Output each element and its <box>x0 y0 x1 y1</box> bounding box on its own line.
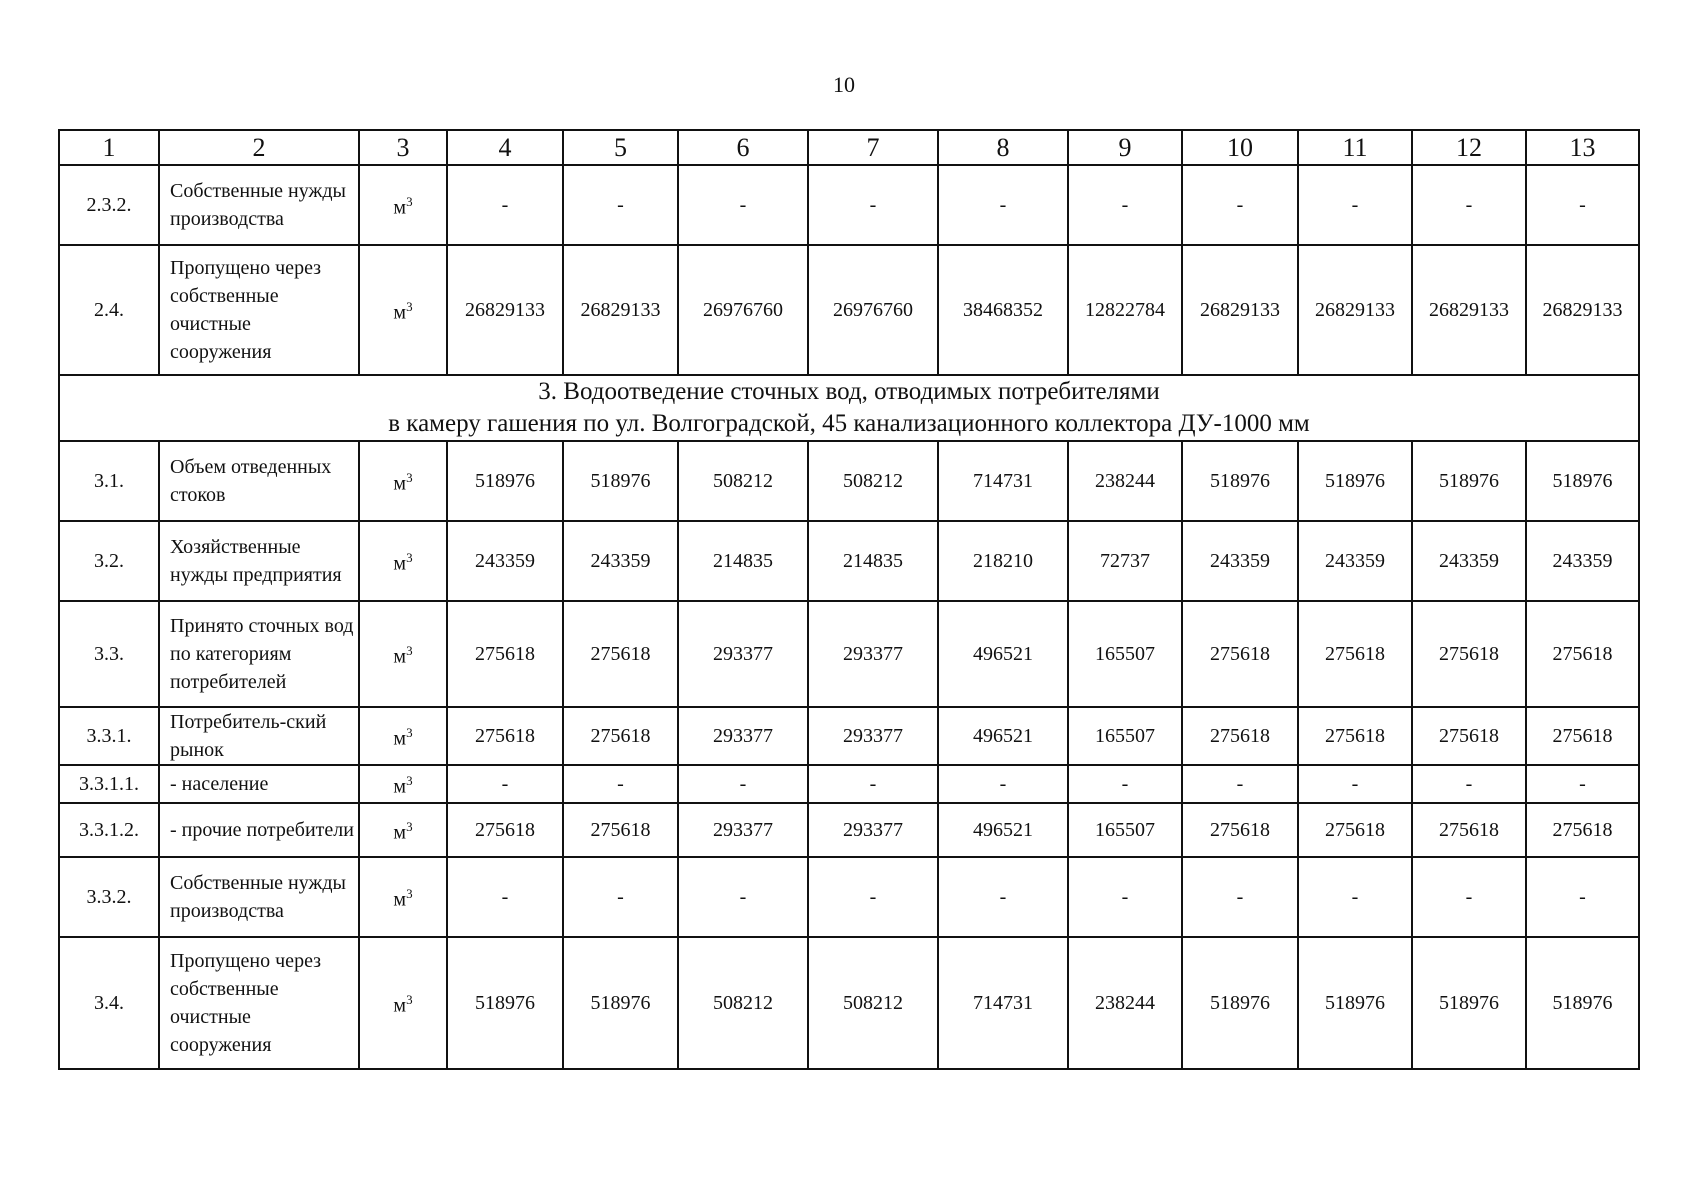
table-row <box>59 765 1639 803</box>
value-cell: - <box>1298 857 1412 937</box>
value-cell: - <box>1412 765 1526 803</box>
table-row <box>59 441 1639 521</box>
value-cell: 26829133 <box>1182 245 1298 375</box>
value-cell: 508212 <box>808 441 938 521</box>
value-cell: 243359 <box>1298 521 1412 601</box>
value-cell: 238244 <box>1068 441 1182 521</box>
column-number-cell: 7 <box>808 130 938 165</box>
value-cell: 293377 <box>808 601 938 707</box>
value-cell: 238244 <box>1068 937 1182 1069</box>
unit-text: м <box>393 472 407 495</box>
unit-cell <box>359 857 447 937</box>
unit-superscript: 3 <box>406 643 413 659</box>
section-heading-line-2: в камеру гашения по ул. Волгоградской, 45 канализационного коллектора ДУ-1000 мм <box>388 410 1310 437</box>
value-cell: - <box>1526 165 1639 245</box>
column-number-cell: 8 <box>938 130 1068 165</box>
section-heading-line-1: 3. Водоотведение сточных вод, отводимых потребителями <box>538 378 1160 405</box>
value-cell: 518976 <box>447 937 563 1069</box>
row-number-cell: 3.3.1.2. <box>59 803 159 857</box>
value-cell: 275618 <box>1526 707 1639 765</box>
value-cell: 293377 <box>678 707 808 765</box>
value-cell: 293377 <box>808 707 938 765</box>
value-cell: - <box>1526 765 1639 803</box>
row-name-cell: Объем отведенных стоков <box>159 441 359 521</box>
row-name-cell: Пропущено через собственные очистные сооружения <box>159 937 359 1069</box>
value-cell: - <box>563 857 678 937</box>
value-cell: 165507 <box>1068 707 1182 765</box>
value-cell: 275618 <box>1412 707 1526 765</box>
value-cell: 275618 <box>563 707 678 765</box>
value-cell: - <box>808 165 938 245</box>
value-cell: 518976 <box>447 441 563 521</box>
unit-cell <box>359 803 447 857</box>
value-cell: 518976 <box>563 937 678 1069</box>
data-table <box>58 129 1640 1070</box>
unit-text: м <box>393 645 407 668</box>
column-number-cell: 11 <box>1298 130 1412 165</box>
value-cell: 275618 <box>447 707 563 765</box>
table-row <box>59 707 1639 765</box>
unit-cell <box>359 601 447 707</box>
value-cell: 275618 <box>1526 803 1639 857</box>
value-cell: 26976760 <box>678 245 808 375</box>
row-name-cell: Хозяйственные нужды предприятия <box>159 521 359 601</box>
unit-text: м <box>393 196 407 219</box>
row-number-cell: 3.3. <box>59 601 159 707</box>
unit-text: м <box>393 821 407 844</box>
value-cell: - <box>1182 765 1298 803</box>
value-cell: 714731 <box>938 937 1068 1069</box>
unit-superscript: 3 <box>406 470 413 486</box>
unit-cell <box>359 765 447 803</box>
value-cell: 275618 <box>447 803 563 857</box>
value-cell: 496521 <box>938 601 1068 707</box>
value-cell: 508212 <box>808 937 938 1069</box>
table-row <box>59 857 1639 937</box>
value-cell: 275618 <box>447 601 563 707</box>
value-cell: 275618 <box>563 803 678 857</box>
column-number-cell: 5 <box>563 130 678 165</box>
value-cell: 214835 <box>808 521 938 601</box>
value-cell: - <box>1412 165 1526 245</box>
column-number-cell: 2 <box>159 130 359 165</box>
unit-superscript: 3 <box>406 886 413 902</box>
value-cell: 518976 <box>1526 937 1639 1069</box>
value-cell: - <box>1182 857 1298 937</box>
unit-text: м <box>393 552 407 575</box>
column-number-cell: 12 <box>1412 130 1526 165</box>
value-cell: 26829133 <box>447 245 563 375</box>
value-cell: 275618 <box>1182 601 1298 707</box>
value-cell: 72737 <box>1068 521 1182 601</box>
unit-superscript: 3 <box>406 299 413 315</box>
row-number-cell: 3.1. <box>59 441 159 521</box>
value-cell: 214835 <box>678 521 808 601</box>
table-row <box>59 937 1639 1069</box>
unit-text: м <box>393 301 407 324</box>
value-cell: - <box>938 165 1068 245</box>
value-cell: - <box>1068 857 1182 937</box>
table-row <box>59 245 1639 375</box>
value-cell: 218210 <box>938 521 1068 601</box>
unit-superscript: 3 <box>406 550 413 566</box>
value-cell: - <box>938 857 1068 937</box>
value-cell: - <box>1068 765 1182 803</box>
row-name-cell: Собственные нужды производства <box>159 857 359 937</box>
value-cell: 518976 <box>1298 441 1412 521</box>
row-name-cell: - население <box>159 765 359 803</box>
value-cell: - <box>1298 165 1412 245</box>
row-number-cell: 3.3.2. <box>59 857 159 937</box>
value-cell: - <box>1182 165 1298 245</box>
value-cell: 38468352 <box>938 245 1068 375</box>
value-cell: 26829133 <box>563 245 678 375</box>
column-number-cell: 1 <box>59 130 159 165</box>
table-row <box>59 803 1639 857</box>
value-cell: 165507 <box>1068 601 1182 707</box>
value-cell: - <box>1412 857 1526 937</box>
section-heading-cell <box>59 375 1639 441</box>
column-number-cell: 3 <box>359 130 447 165</box>
value-cell: 165507 <box>1068 803 1182 857</box>
row-name-cell: Собственные нужды производства <box>159 165 359 245</box>
value-cell: - <box>563 765 678 803</box>
value-cell: 518976 <box>1412 441 1526 521</box>
value-cell: 508212 <box>678 937 808 1069</box>
unit-superscript: 3 <box>406 194 413 210</box>
value-cell: 275618 <box>1182 803 1298 857</box>
unit-superscript: 3 <box>406 819 413 835</box>
value-cell: 293377 <box>808 803 938 857</box>
unit-cell <box>359 441 447 521</box>
row-name-cell: - прочие потребители <box>159 803 359 857</box>
unit-text: м <box>393 994 407 1017</box>
unit-superscript: 3 <box>406 773 413 789</box>
value-cell: 243359 <box>563 521 678 601</box>
value-cell: - <box>678 857 808 937</box>
column-number-cell: 13 <box>1526 130 1639 165</box>
value-cell: 243359 <box>447 521 563 601</box>
value-cell: 714731 <box>938 441 1068 521</box>
value-cell: - <box>1526 857 1639 937</box>
row-number-cell: 3.4. <box>59 937 159 1069</box>
value-cell: - <box>447 765 563 803</box>
value-cell: 518976 <box>1298 937 1412 1069</box>
value-cell: 518976 <box>1182 441 1298 521</box>
value-cell: 12822784 <box>1068 245 1182 375</box>
value-cell: - <box>678 765 808 803</box>
column-number-cell: 4 <box>447 130 563 165</box>
row-number-cell: 3.2. <box>59 521 159 601</box>
value-cell: 293377 <box>678 601 808 707</box>
value-cell: - <box>938 765 1068 803</box>
unit-cell <box>359 937 447 1069</box>
value-cell: 243359 <box>1182 521 1298 601</box>
unit-text: м <box>393 888 407 911</box>
value-cell: 275618 <box>1298 601 1412 707</box>
unit-text: м <box>393 775 407 798</box>
value-cell: 275618 <box>1182 707 1298 765</box>
column-number-cell: 10 <box>1182 130 1298 165</box>
value-cell: - <box>808 765 938 803</box>
row-number-cell: 3.3.1.1. <box>59 765 159 803</box>
row-name-cell: Потребитель-ский рынок <box>159 707 359 765</box>
unit-superscript: 3 <box>406 725 413 741</box>
unit-cell <box>359 707 447 765</box>
value-cell: 243359 <box>1526 521 1639 601</box>
value-cell: - <box>678 165 808 245</box>
value-cell: 518976 <box>1412 937 1526 1069</box>
page-number: 10 <box>833 72 855 97</box>
unit-text: м <box>393 727 407 750</box>
value-cell: - <box>808 857 938 937</box>
value-cell: 275618 <box>1526 601 1639 707</box>
value-cell: 26829133 <box>1412 245 1526 375</box>
value-cell: - <box>1298 765 1412 803</box>
value-cell: - <box>563 165 678 245</box>
value-cell: 275618 <box>1298 707 1412 765</box>
row-name-cell: Принято сточных вод по категориям потребителей <box>159 601 359 707</box>
row-name-cell: Пропущено через собственные очистные сооружения <box>159 245 359 375</box>
value-cell: 518976 <box>563 441 678 521</box>
unit-cell <box>359 521 447 601</box>
table-row <box>59 165 1639 245</box>
column-number-row <box>59 130 1639 165</box>
value-cell: - <box>447 165 563 245</box>
value-cell: 275618 <box>563 601 678 707</box>
value-cell: 275618 <box>1412 803 1526 857</box>
value-cell: 496521 <box>938 707 1068 765</box>
value-cell: 518976 <box>1182 937 1298 1069</box>
value-cell: - <box>447 857 563 937</box>
unit-cell <box>359 245 447 375</box>
unit-superscript: 3 <box>406 992 413 1008</box>
value-cell: - <box>1068 165 1182 245</box>
value-cell: 518976 <box>1526 441 1639 521</box>
row-number-cell: 2.3.2. <box>59 165 159 245</box>
row-number-cell: 2.4. <box>59 245 159 375</box>
table-row <box>59 521 1639 601</box>
section-heading-row <box>59 375 1639 441</box>
value-cell: 275618 <box>1412 601 1526 707</box>
value-cell: 293377 <box>678 803 808 857</box>
column-number-cell: 6 <box>678 130 808 165</box>
column-number-cell: 9 <box>1068 130 1182 165</box>
value-cell: 496521 <box>938 803 1068 857</box>
value-cell: 26829133 <box>1526 245 1639 375</box>
row-number-cell: 3.3.1. <box>59 707 159 765</box>
value-cell: 243359 <box>1412 521 1526 601</box>
table-row <box>59 601 1639 707</box>
value-cell: 26829133 <box>1298 245 1412 375</box>
unit-cell <box>359 165 447 245</box>
value-cell: 26976760 <box>808 245 938 375</box>
value-cell: 275618 <box>1298 803 1412 857</box>
value-cell: 508212 <box>678 441 808 521</box>
